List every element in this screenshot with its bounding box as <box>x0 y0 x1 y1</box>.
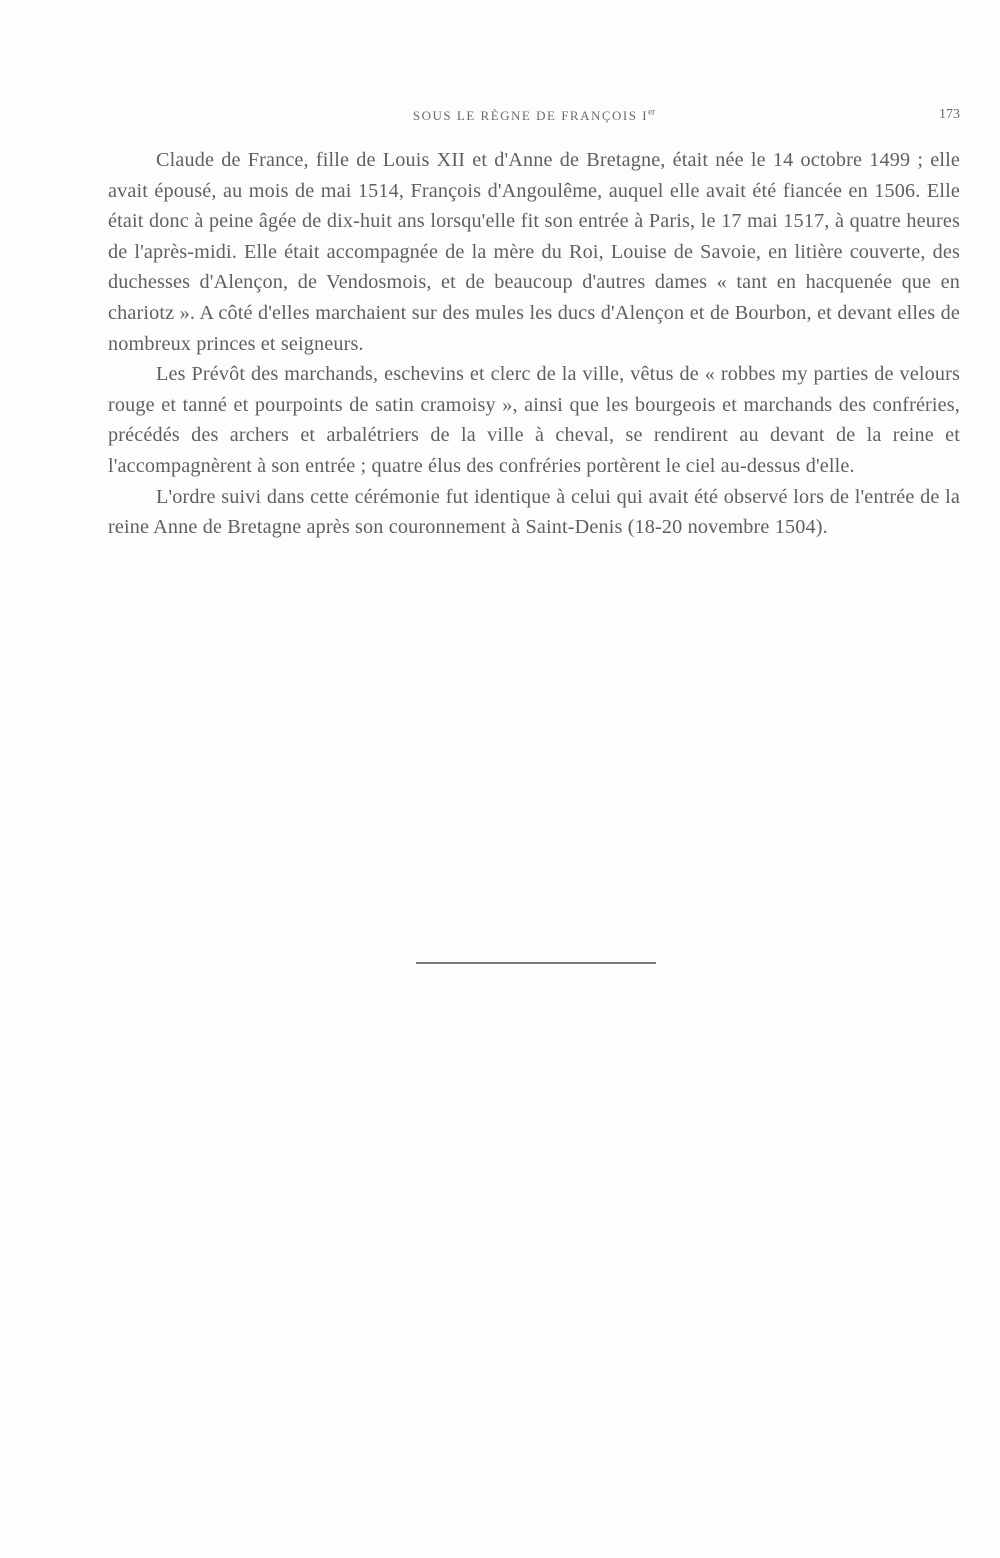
page-number: 173 <box>939 107 960 122</box>
end-rule-divider <box>416 962 656 964</box>
paragraph: L'ordre suivi dans cette cérémonie fut identique à celui qui avait été observé lors de l'entrée de la reine Anne de Bretagne après son couronnement à Saint-Denis (18-20 novembre 1504). <box>108 485 960 539</box>
paragraph: Claude de France, fille de Louis XII et d'Anne de Bretagne, était née le 14 octobre 1499 ; elle avait épousé, au mois de mai 1514, François d'Angoulême, auquel elle avait été fiancée en 1506. Elle était donc à peine âgée de dix-huit ans lorsqu'elle fit son entrée à Paris, le 17 mai 1517, à quatre heures de l'après-midi. Elle était accompagnée de la mère du Roi, Louise de Savoie, en litière couverte, des duchesses d'Alençon, de Vendosmois, et de beaucoup d'autres dames « tant en hacquenée que en chariotz ». A côté d'elles marchaient sur des mules les ducs d'Alençon et de Bourbon, et devant elles de nombreux princes et seigneurs. <box>108 149 960 355</box>
running-title <box>108 108 960 124</box>
running-title-superscript: er <box>648 106 656 117</box>
running-head <box>108 104 960 128</box>
body-text <box>108 145 960 543</box>
running-title-text: SOUS LE RÈGNE DE FRANÇOIS I <box>412 108 649 123</box>
paragraph: Les Prévôt des marchands, eschevins et clerc de la ville, vêtus de « robbes my parties de velours rouge et tanné et pourpoints de satin cramoisy », ainsi que les bourgeois et marchands des confréries, précédés des archers et arbalétriers de la ville à cheval, se rendirent au devant de la reine et l'accompagnèrent à son entrée ; quatre élus des confréries portèrent le ciel au-dessus d'elle. <box>108 363 960 477</box>
